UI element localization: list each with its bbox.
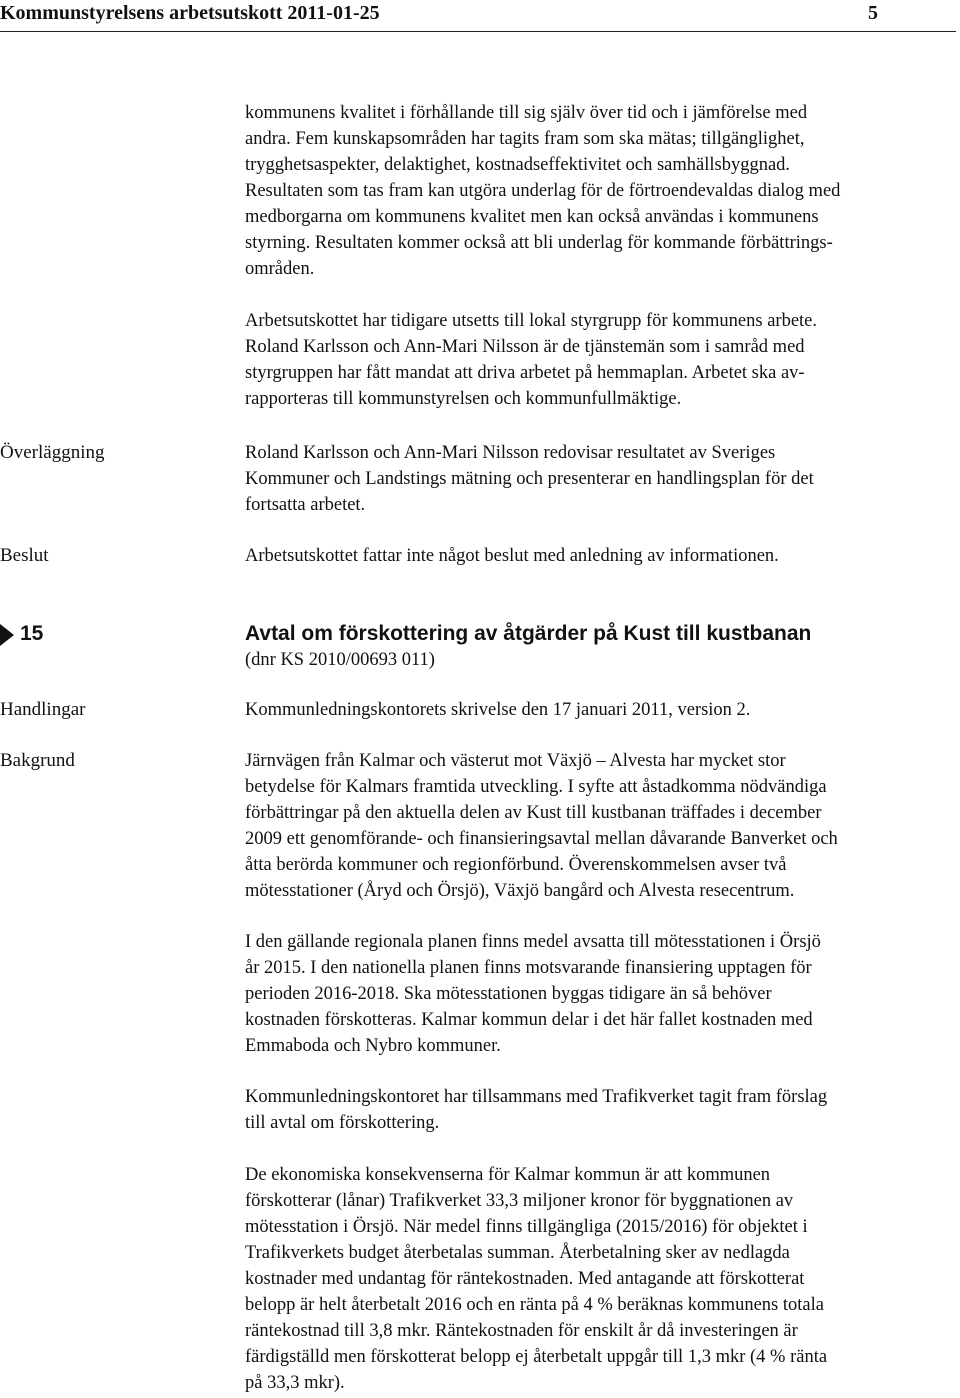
bakgrund-paragraph-3: Kommunledningskontoret har tillsammans med Trafikverket tagit fram förslag till avtal om förskottering.	[245, 1087, 828, 1133]
bakgrund-paragraph-1: Järnvägen från Kalmar och västerut mot Växjö – Alvesta har mycket stor betydelse för Kalmars framtida utveckling. I syfte att åstadkomma nödvändiga förbättringar på den aktuella delen av Kust till kustbanan träffades i december 2009 ett genomförande- och finansieringsavtal mellan dåvarande Banverket och åtta berörda kommuner och regionförbund. Överenskommelsen avser två mötesstationer (Åryd och Örsjö), Växjö bangård och Alvesta resecentrum.	[245, 751, 838, 901]
page-number: 5	[868, 2, 878, 24]
section-title: Avtal om förskottering av åtgärder på Kust till kustbanan	[245, 622, 812, 645]
section-number: 15	[20, 622, 44, 645]
intro-paragraph-2: Arbetsutskottet har tidigare utsetts till lokal styrgrupp för kommunens arbete. Roland Karlsson och Ann-Mari Nilsson är de tjänstemän som i samråd med styrgruppen har fått mandat att driva arbetet på hemmaplan. Arbetet ska av- rapporteras till kommunstyrelsen och kommunfullmäktige.	[245, 311, 818, 409]
beslut-text: Arbetsutskottet fattar inte något beslut med anledning av informationen.	[245, 546, 779, 566]
overlaggning-label: Överläggning	[0, 442, 105, 463]
section-arrow-icon	[0, 624, 14, 646]
section-dnr: (dnr KS 2010/00693 011)	[245, 650, 435, 670]
handlingar-label: Handlingar	[0, 699, 86, 720]
intro-paragraph-1: kommunens kvalitet i förhållande till sig själv över tid och i jämförelse med andra. Fem kunskapsområden har tagits fram som ska mätas; tillgänglighet, trygghetsaspekter, delaktighet, kostnadseffektivitet och samhällsbyggnad. Resultaten som tas fram kan utgöra underlag för de förtroendevaldas dialog med medborgarna om kommunens kvalitet men kan också användas i kommunens styrning. Resultaten kommer också att bli underlag för kommande förbättrings- områden.	[245, 103, 841, 279]
document-title: Kommunstyrelsens arbetsutskott 2011-01-25	[0, 2, 380, 24]
beslut-label: Beslut	[0, 545, 49, 566]
bakgrund-label: Bakgrund	[0, 750, 75, 771]
handlingar-text: Kommunledningskontorets skrivelse den 17 januari 2011, version 2.	[245, 700, 751, 720]
page-header	[0, 0, 960, 32]
bakgrund-paragraph-4: De ekonomiska konsekvenserna för Kalmar kommun är att kommunen förskotterar (lånar) Trafikverket 33,3 miljoner kronor för byggnationen av mötesstation i Örsjö. När medel finns tillgängliga (2015/2016) för objektet i Trafikverkets budget återbetalas summan. Återbetalning sker av nedlagda kostnader med undantag för räntekostnaden. Med antagande att förskotterat belopp är helt återbetalt 2016 och en ränta på 4 % beräknas kommunens totala räntekostnad till 3,8 mkr. Räntekostnaden för enskilt år då investeringen är färdigställd men förskotterat belopp ej återbetalt uppgår till 1,3 mkr (4 % ränta på 33,3 mkr).	[245, 1165, 828, 1393]
header-divider	[0, 31, 956, 32]
overlaggning-text: Roland Karlsson och Ann-Mari Nilsson redovisar resultatet av Sveriges Kommuner och Landstings mätning och presenterar en handlingsplan för det fortsatta arbetet.	[245, 443, 814, 515]
section-heading	[0, 620, 960, 650]
bakgrund-paragraph-2: I den gällande regionala planen finns medel avsatta till mötesstationen i Örsjö år 2015. I den nationella planen finns motsvarande finansiering upptagen för perioden 2016-2018. Ska mötesstationen byggas tidigare än så behöver kostnaden förskotteras. Kalmar kommun delar i det här fallet kostnaden med Emmaboda och Nybro kommuner.	[245, 932, 821, 1056]
